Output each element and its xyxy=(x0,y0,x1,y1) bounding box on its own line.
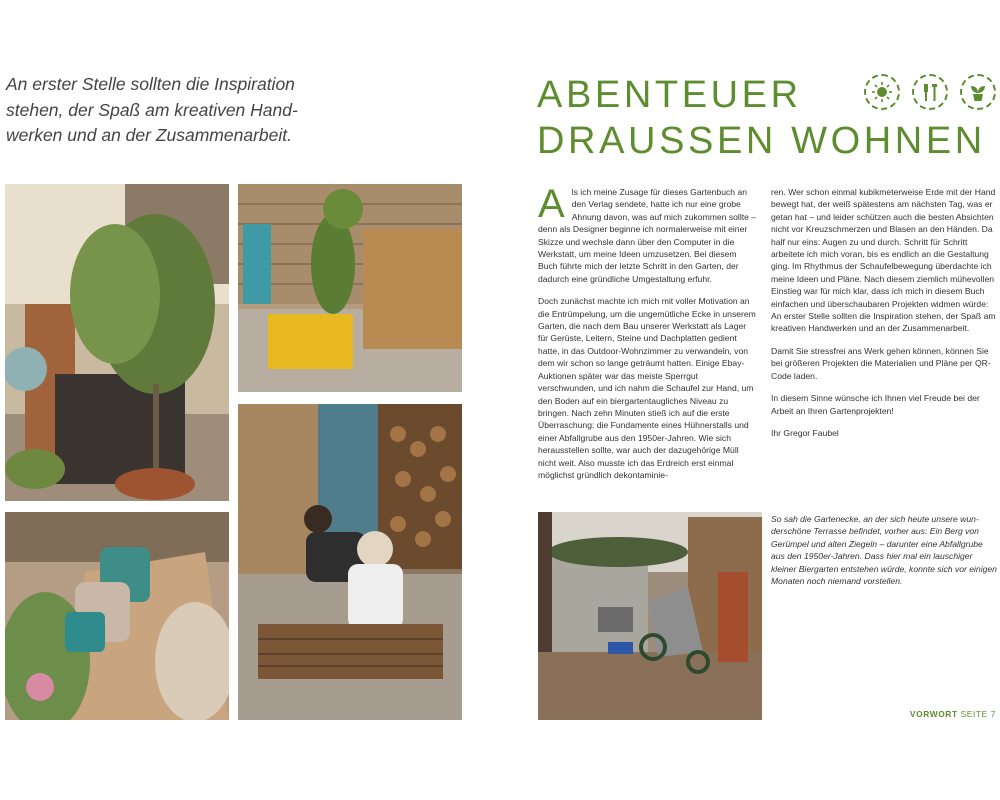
photo-garden-before xyxy=(538,512,762,720)
title-line-2: DRAUSSEN WOHNEN xyxy=(537,120,986,162)
paragraph-1-text: ls ich meine Zusage für dieses Gartenbuch an den Verlag sendete, hatte ich nur eine grobe Ahnung davon, was auf mich zukommen sollte – denn als Designer beginne ich normalerweise mit einer Skizze und wechsle dann über den Computer in die Werkstatt, um meine Ideen umzusetzen. Bei diesem Buch führte mich der letzte Schritt in den Garten, der dadurch eine gründliche Umgestaltung erfuhr. xyxy=(538,187,757,284)
page-footer xyxy=(880,709,996,719)
intro-quote: An erster Stelle sollten die Inspiration stehen, der Spaß am kreativen Handwerken und an der Zusammenarbeit. xyxy=(6,74,298,145)
photo-bench-cushions xyxy=(5,512,229,720)
signature: Ihr Gregor Faubel xyxy=(771,427,839,438)
photo-oleander-terrace xyxy=(5,184,229,501)
photo-building-bench xyxy=(238,404,462,720)
paragraph-3: ren. Wer schon einmal kubikmeterweise Erde mit der Hand bewegt hat, der weiß spätestens am nächsten Tag, was er getan hat – und leider schützen auch die besten Absichten nicht vor Kreuzschmerzen und Blasen an den Händen. Da half nur eins: Augen zu und durch. Schritt für Schritt arbeitete ich mich voran, bis es endlich an die Gestaltung ging. Im Rhythmus der Schaufelbewegung überdachte ich meine Ideen und Pläne. Nach diesem ziemlich mühevollen Einstieg war für mich klar, dass ich mich in diesem Buch einfachen und überschaubaren Projekten widmen würde: An erster Stelle sollten die Inspiration stehen, der Spaß am kreativen Handwerken und an der Zusammenarbeit. xyxy=(771,187,996,334)
footer-section: VORWORT xyxy=(909,709,958,719)
paragraph-intro xyxy=(538,182,758,285)
category-badges xyxy=(864,74,998,114)
body-column-left xyxy=(538,182,758,491)
footer-page-number: SEITE 7 xyxy=(960,709,996,719)
drop-cap: A xyxy=(538,182,565,226)
paragraph-4: Damit Sie stressfrei ans Werk gehen können, können Sie bei größeren Projekten die Materialien und Pläne per QR-Code laden. xyxy=(771,345,991,381)
tools-icon xyxy=(912,74,948,110)
paragraph-5: In diesem Sinne wünsche ich Ihnen viel Freude bei der Arbeit an Ihren Gartenprojekten! xyxy=(771,393,980,416)
paragraph-2: Doch zunächst machte ich mich mit voller Motivation an die Entrümpelung, um die ungemütliche Ecke in unserem Garten, die nach dem Bau unserer Werkstatt als Lager für Gerüste, Leitern, Steine und Dachplatten gedient hatte, in das Outdoor-Wohnzimmer zu verwandeln, von dem wir schon so lange geträumt hatten. Einige Ebay-Auktionen später war das meiste Sperrgut verschwunden, und ich nahm die Schaufel zur Hand, um den Boden auf ein biergartentaugliches Niveau zu bringen. Nach zehn Minuten stieß ich auf die erste Überraschung: die Fundamente eines Hühnerstalls und einer Abfallgrube aus den 1950er-Jahren. Wie sich herausstellen sollte, war auch der dazugehörige Müll nicht weit. Also musste ich das Erdreich erst einmal möglichst gründlich dekontaminie- xyxy=(538,296,756,480)
title-line-1: ABENTEUER xyxy=(537,74,802,116)
photo-yellow-crate-bench xyxy=(238,184,462,392)
photo-caption: So sah die Gartenecke, an der sich heute unsere wunderschöne Terrasse befindet, vorher aus: Ein Berg von Gerümpel und alten Ziegeln – darunter eine Abfallgrube aus den 1950er-Jahren. Dass hier mal ein lauschiger kleiner Biergarten entstehen würde, konnte sich vor einigen Monaten noch niemand vorstellen. xyxy=(771,514,997,587)
plant-icon xyxy=(960,74,996,110)
body-column-right xyxy=(771,186,997,449)
sun-icon xyxy=(864,74,900,110)
